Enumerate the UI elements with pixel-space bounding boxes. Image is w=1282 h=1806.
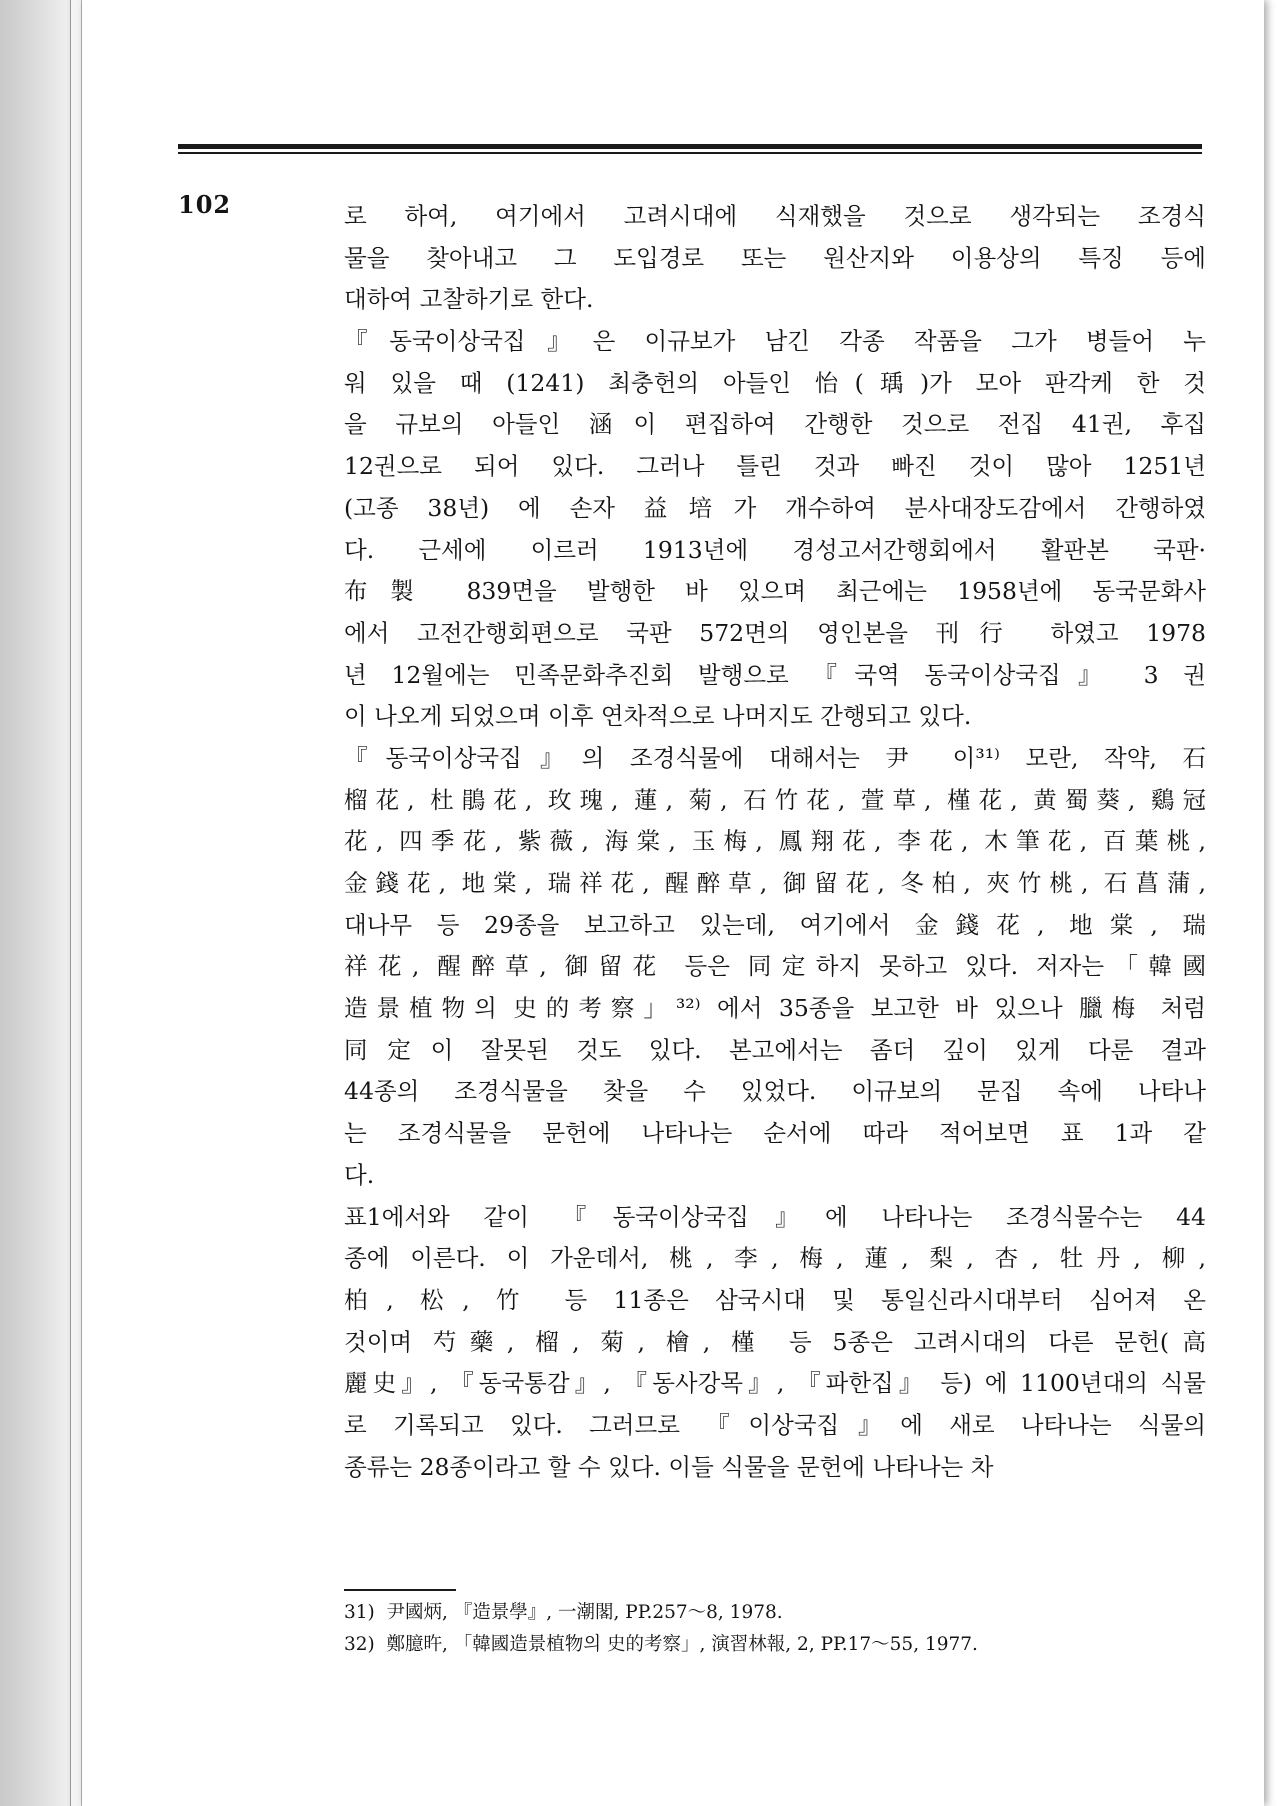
text-line: 金錢花, 地棠, 瑞祥花, 醒醉草, 御留花, 冬柏, 夾竹桃, 石菖蒲, — [344, 869, 1206, 897]
footnote: 31) 尹國炳, 『造景學』, 一潮閣, PP.257～8, 1978. — [344, 1602, 783, 1623]
text-line: 을 규보의 아들인 涵이 편집하여 간행한 것으로 전집 41권, 후집 — [344, 410, 1206, 439]
paragraph — [344, 1197, 1206, 1489]
text-line: 대하여 고찰하기로 한다. — [344, 285, 594, 314]
text-line: 12권으로 되어 있다. 그러나 틀린 것과 빠진 것이 많아 1251년 — [344, 452, 1206, 481]
header-rule-thick — [178, 144, 1202, 149]
text-line: 로 기록되고 있다. 그러므로 『이상국집』에 새로 나타나는 식물의 — [344, 1410, 1206, 1439]
footnote-rule — [344, 1589, 456, 1591]
text-line: 는 조경식물을 문헌에 나타나는 순서에 따라 적어보면 표 1과 같 — [344, 1119, 1206, 1148]
text-line: 다. — [344, 1160, 375, 1189]
paragraph — [344, 196, 1206, 321]
footnotes — [344, 1597, 978, 1661]
footnote: 32) 鄭臆旿, 「韓國造景植物의 史的考察」, 演習林報, 2, PP.17～55, 1977. — [344, 1634, 978, 1655]
text-line: 대나무 등 29종을 보고하고 있는데, 여기에서 金錢花, 地棠, 瑞 — [344, 910, 1206, 939]
text-line: 『동국이상국집』은 이규보가 남긴 각종 작품을 그가 병들어 누 — [344, 327, 1206, 356]
text-line: 표1에서와 같이 『동국이상국집』에 나타나는 조경식물수는 44 — [344, 1202, 1206, 1231]
text-line: 布製 839면을 발행한 바 있으며 최근에는 1958년에 동국문화사 — [344, 577, 1206, 606]
text-line: 로 하여, 여기에서 고려시대에 식재했을 것으로 생각되는 조경식 — [344, 202, 1206, 230]
text-line: 祥花, 醒醉草, 御留花 등은 同定하지 못하고 있다. 저자는「韓國 — [344, 952, 1206, 981]
book-page — [82, 0, 1264, 1806]
page-number: 102 — [178, 190, 232, 219]
text-line: 造景植物의 史的考察」³²⁾ 에서 35종을 보고한 바 있으나 臘梅 처럼 — [344, 994, 1206, 1023]
text-line: 榴花, 杜鵑花, 玫瑰, 蓮, 菊, 石竹花, 萱草, 槿花, 黄蜀葵, 鷄冠 — [344, 785, 1206, 814]
header-rule-thin — [178, 152, 1202, 154]
text-line: 워 있을 때 (1241) 최충헌의 아들인 怡(瑀)가 모아 판각케 한 것 — [344, 368, 1206, 397]
text-line: 同定이 잘못된 것도 있다. 본고에서는 좀더 깊이 있게 다룬 결과 — [344, 1035, 1206, 1064]
text-line: 물을 찾아내고 그 도입경로 또는 원산지와 이용상의 특징 등에 — [344, 243, 1206, 272]
body-text — [344, 196, 1206, 1488]
text-line: 『동국이상국집』의 조경식물에 대해서는 尹 이³¹⁾ 모란, 작약, 石 — [344, 743, 1206, 772]
text-line: (고종 38년) 에 손자 益培가 개수하여 분사대장도감에서 간행하였 — [344, 493, 1206, 522]
text-line: 종에 이른다. 이 가운데서, 桃, 李, 梅, 蓮, 梨, 杏, 牡丹, 柳, — [344, 1244, 1206, 1273]
text-line: 년 12월에는 민족문화추진회 발행으로 『국역 동국이상국집』 3 권 — [344, 660, 1206, 689]
text-line: 花, 四季花, 紫薇, 海棠, 玉梅, 鳳翔花, 李花, 木筆花, 百葉桃, — [344, 827, 1206, 856]
text-line: 柏, 松, 竹 등 11종은 삼국시대 및 통일신라시대부터 심어져 온 — [344, 1285, 1206, 1314]
paragraph — [344, 738, 1206, 1197]
text-line: 것이며 芍藥, 榴, 菊, 檜, 槿 등 5종은 고려시대의 다른 문헌(高 — [344, 1327, 1206, 1356]
text-line: 종류는 28종이라고 할 수 있다. 이들 식물을 문헌에 나타나는 차 — [344, 1452, 994, 1481]
text-line: 麗史』, 『동국통감』, 『동사강목』, 『파한집』 등) 에 1100년대의 식물 — [344, 1369, 1206, 1398]
text-line: 44종의 조경식물을 찾을 수 있었다. 이규보의 문집 속에 나타나 — [344, 1077, 1206, 1106]
paragraph — [344, 321, 1206, 738]
page-stack-edge — [70, 0, 82, 1806]
text-line: 에서 고전간행회편으로 국판 572면의 영인본을 刊行 하였고 1978 — [344, 618, 1206, 647]
text-line: 다. 근세에 이르러 1913년에 경성고서간행회에서 활판본 국판· — [344, 535, 1206, 564]
text-line: 이 나오게 되었으며 이후 연차적으로 나머지도 간행되고 있다. — [344, 702, 972, 731]
